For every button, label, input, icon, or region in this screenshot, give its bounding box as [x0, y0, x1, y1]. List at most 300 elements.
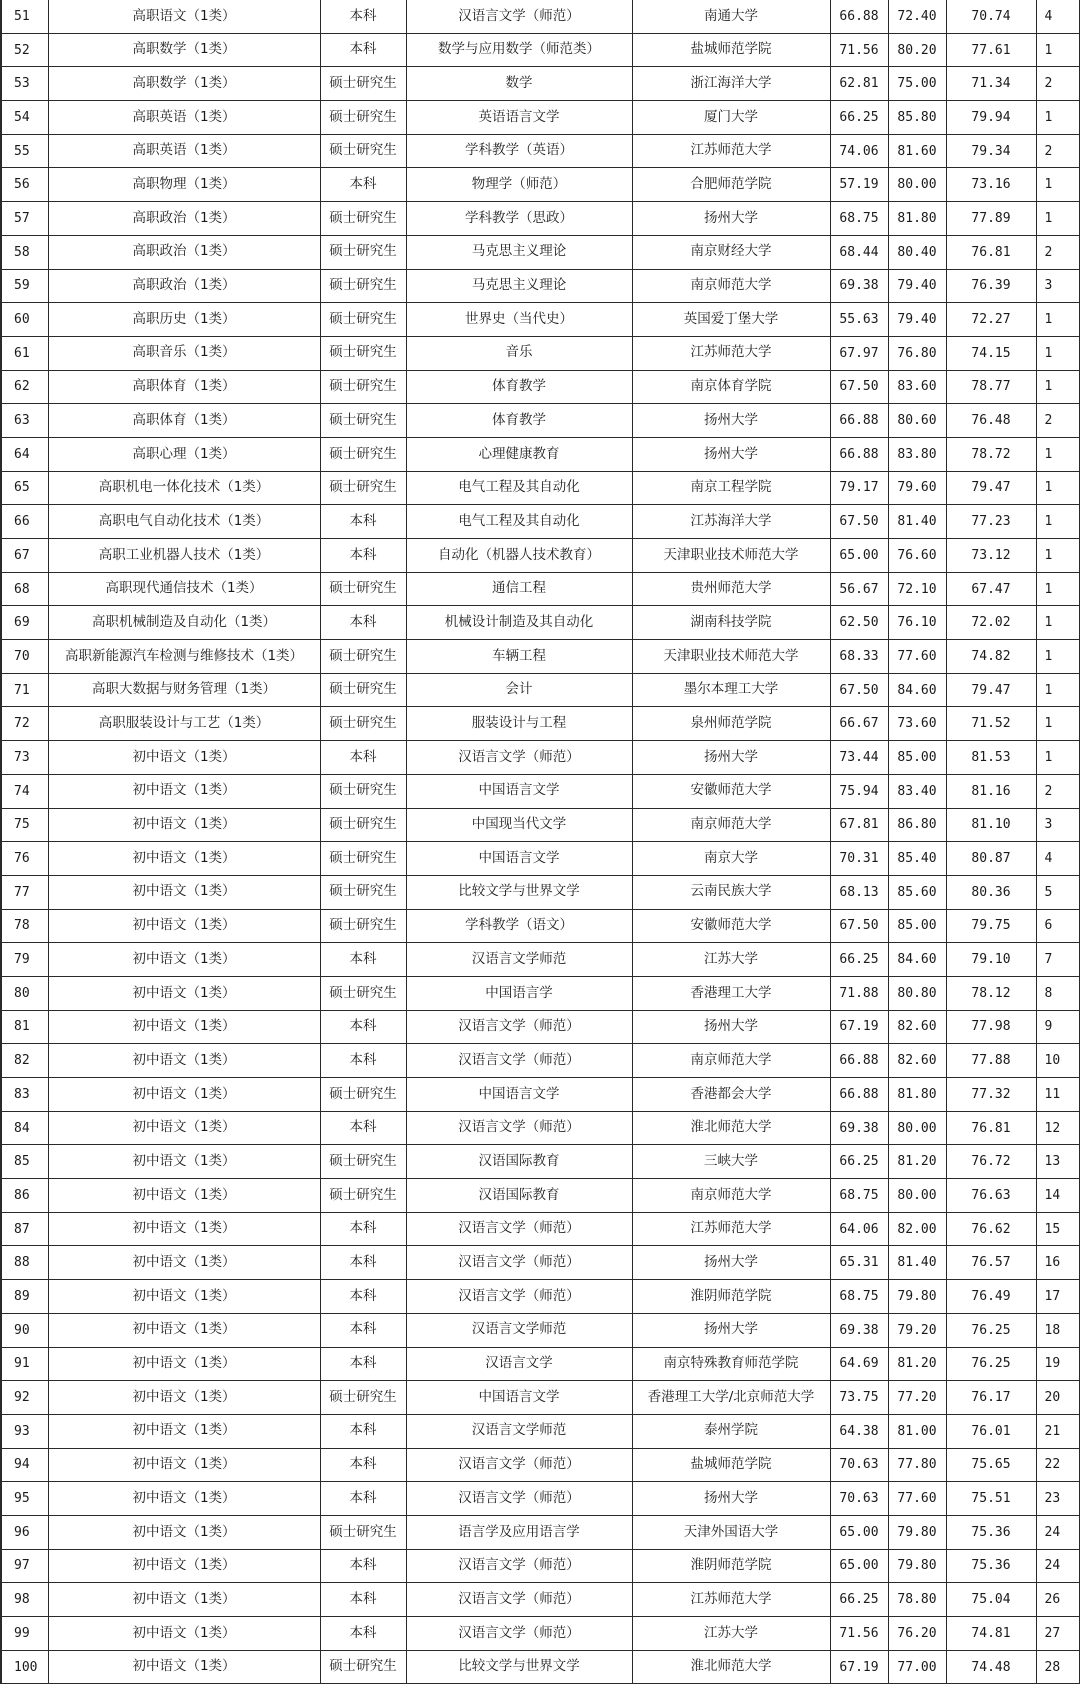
row-index-cell: 56	[1, 168, 48, 202]
major-cell: 汉语言文学（师范）	[406, 1583, 632, 1617]
major-cell: 汉语言文学（师范）	[406, 1617, 632, 1651]
graduate-school-cell: 英国爱丁堡大学	[632, 303, 830, 337]
graduate-school-cell: 南京师范大学	[632, 1179, 830, 1213]
total-score-cell: 81.16	[946, 774, 1036, 808]
position-name-cell: 高职数学（1类）	[48, 33, 320, 67]
major-cell: 马克思主义理论	[406, 269, 632, 303]
major-cell: 中国语言文学	[406, 842, 632, 876]
education-level-cell: 本科	[320, 1246, 406, 1280]
row-index-cell: 58	[1, 235, 48, 269]
total-score-cell: 70.74	[946, 0, 1036, 33]
rank-cell: 24	[1036, 1515, 1079, 1549]
written-score-cell: 67.50	[830, 370, 888, 404]
rank-cell: 4	[1036, 0, 1079, 33]
total-score-cell: 80.87	[946, 842, 1036, 876]
written-score-cell: 67.19	[830, 1650, 888, 1684]
table-row	[1, 572, 1079, 606]
position-name-cell: 初中语文（1类）	[48, 1313, 320, 1347]
total-score-cell: 77.61	[946, 33, 1036, 67]
education-level-cell: 本科	[320, 1280, 406, 1314]
graduate-school-cell: 淮阴师范学院	[632, 1280, 830, 1314]
major-cell: 语言学及应用语言学	[406, 1515, 632, 1549]
education-level-cell: 硕士研究生	[320, 303, 406, 337]
row-index-cell: 65	[1, 471, 48, 505]
education-level-cell: 本科	[320, 741, 406, 775]
total-score-cell: 74.82	[946, 640, 1036, 674]
education-level-cell: 硕士研究生	[320, 842, 406, 876]
table-row	[1, 1650, 1079, 1684]
written-score-cell: 67.50	[830, 673, 888, 707]
table-row	[1, 909, 1079, 943]
education-level-cell: 本科	[320, 1482, 406, 1516]
written-score-cell: 79.17	[830, 471, 888, 505]
education-level-cell: 硕士研究生	[320, 370, 406, 404]
written-score-cell: 69.38	[830, 269, 888, 303]
education-level-cell: 硕士研究生	[320, 572, 406, 606]
table-row	[1, 875, 1079, 909]
major-cell: 体育教学	[406, 370, 632, 404]
written-score-cell: 66.67	[830, 707, 888, 741]
interview-score-cell: 76.60	[888, 539, 946, 573]
major-cell: 音乐	[406, 336, 632, 370]
written-score-cell: 70.63	[830, 1448, 888, 1482]
position-name-cell: 高职政治（1类）	[48, 202, 320, 236]
interview-score-cell: 85.00	[888, 741, 946, 775]
graduate-school-cell: 南京大学	[632, 842, 830, 876]
education-level-cell: 本科	[320, 943, 406, 977]
rank-cell: 1	[1036, 370, 1079, 404]
total-score-cell: 73.12	[946, 539, 1036, 573]
interview-score-cell: 77.60	[888, 640, 946, 674]
position-name-cell: 高职物理（1类）	[48, 168, 320, 202]
rank-cell: 2	[1036, 67, 1079, 101]
position-name-cell: 初中语文（1类）	[48, 1010, 320, 1044]
graduate-school-cell: 扬州大学	[632, 741, 830, 775]
row-index-cell: 70	[1, 640, 48, 674]
major-cell: 中国现当代文学	[406, 808, 632, 842]
education-level-cell: 本科	[320, 1313, 406, 1347]
interview-score-cell: 81.80	[888, 1078, 946, 1112]
education-level-cell: 本科	[320, 1549, 406, 1583]
row-index-cell: 77	[1, 875, 48, 909]
major-cell: 中国语言学	[406, 976, 632, 1010]
interview-score-cell: 85.80	[888, 101, 946, 135]
rank-cell: 24	[1036, 1549, 1079, 1583]
written-score-cell: 64.06	[830, 1212, 888, 1246]
interview-score-cell: 80.60	[888, 404, 946, 438]
rank-cell: 20	[1036, 1381, 1079, 1415]
graduate-school-cell: 江苏师范大学	[632, 134, 830, 168]
rank-cell: 3	[1036, 269, 1079, 303]
table-row	[1, 640, 1079, 674]
interview-score-cell: 79.20	[888, 1313, 946, 1347]
graduate-school-cell: 扬州大学	[632, 1010, 830, 1044]
interview-score-cell: 83.60	[888, 370, 946, 404]
graduate-school-cell: 江苏师范大学	[632, 1583, 830, 1617]
total-score-cell: 76.72	[946, 1145, 1036, 1179]
major-cell: 汉语言文学（师范）	[406, 1111, 632, 1145]
education-level-cell: 硕士研究生	[320, 1515, 406, 1549]
total-score-cell: 79.47	[946, 673, 1036, 707]
graduate-school-cell: 扬州大学	[632, 1313, 830, 1347]
interview-score-cell: 79.80	[888, 1549, 946, 1583]
graduate-school-cell: 江苏海洋大学	[632, 505, 830, 539]
total-score-cell: 72.27	[946, 303, 1036, 337]
major-cell: 自动化（机器人技术教育）	[406, 539, 632, 573]
interview-score-cell: 76.80	[888, 336, 946, 370]
position-name-cell: 高职历史（1类）	[48, 303, 320, 337]
row-index-cell: 55	[1, 134, 48, 168]
total-score-cell: 73.16	[946, 168, 1036, 202]
interview-score-cell: 85.00	[888, 909, 946, 943]
table-row	[1, 1448, 1079, 1482]
table-row	[1, 303, 1079, 337]
graduate-school-cell: 南京师范大学	[632, 1044, 830, 1078]
interview-score-cell: 85.40	[888, 842, 946, 876]
total-score-cell: 79.75	[946, 909, 1036, 943]
row-index-cell: 73	[1, 741, 48, 775]
education-level-cell: 硕士研究生	[320, 673, 406, 707]
major-cell: 汉语言文学（师范）	[406, 1549, 632, 1583]
education-level-cell: 硕士研究生	[320, 1145, 406, 1179]
written-score-cell: 66.88	[830, 404, 888, 438]
row-index-cell: 96	[1, 1515, 48, 1549]
rank-cell: 6	[1036, 909, 1079, 943]
interview-score-cell: 76.10	[888, 606, 946, 640]
rank-cell: 26	[1036, 1583, 1079, 1617]
total-score-cell: 67.47	[946, 572, 1036, 606]
rank-cell: 4	[1036, 842, 1079, 876]
interview-score-cell: 84.60	[888, 943, 946, 977]
education-level-cell: 本科	[320, 1617, 406, 1651]
position-name-cell: 初中语文（1类）	[48, 1044, 320, 1078]
table-row	[1, 943, 1079, 977]
row-index-cell: 97	[1, 1549, 48, 1583]
rank-cell: 15	[1036, 1212, 1079, 1246]
rank-cell: 19	[1036, 1347, 1079, 1381]
row-index-cell: 100	[1, 1650, 48, 1684]
rank-cell: 1	[1036, 437, 1079, 471]
education-level-cell: 硕士研究生	[320, 101, 406, 135]
interview-score-cell: 82.60	[888, 1044, 946, 1078]
total-score-cell: 76.57	[946, 1246, 1036, 1280]
table-row	[1, 707, 1079, 741]
education-level-cell: 硕士研究生	[320, 336, 406, 370]
total-score-cell: 77.98	[946, 1010, 1036, 1044]
written-score-cell: 64.38	[830, 1414, 888, 1448]
row-index-cell: 86	[1, 1179, 48, 1213]
row-index-cell: 78	[1, 909, 48, 943]
position-name-cell: 高职工业机器人技术（1类）	[48, 539, 320, 573]
rank-cell: 1	[1036, 33, 1079, 67]
total-score-cell: 81.10	[946, 808, 1036, 842]
interview-score-cell: 82.60	[888, 1010, 946, 1044]
interview-score-cell: 84.60	[888, 673, 946, 707]
graduate-school-cell: 江苏师范大学	[632, 336, 830, 370]
row-index-cell: 72	[1, 707, 48, 741]
major-cell: 汉语国际教育	[406, 1145, 632, 1179]
row-index-cell: 81	[1, 1010, 48, 1044]
major-cell: 汉语言文学师范	[406, 1313, 632, 1347]
row-index-cell: 80	[1, 976, 48, 1010]
total-score-cell: 77.23	[946, 505, 1036, 539]
education-level-cell: 硕士研究生	[320, 707, 406, 741]
position-name-cell: 高职机电一体化技术（1类）	[48, 471, 320, 505]
interview-score-cell: 72.40	[888, 0, 946, 33]
interview-score-cell: 79.40	[888, 269, 946, 303]
total-score-cell: 77.89	[946, 202, 1036, 236]
rank-cell: 28	[1036, 1650, 1079, 1684]
education-level-cell: 本科	[320, 1414, 406, 1448]
total-score-cell: 78.72	[946, 437, 1036, 471]
graduate-school-cell: 墨尔本理工大学	[632, 673, 830, 707]
table-row	[1, 1179, 1079, 1213]
total-score-cell: 76.25	[946, 1313, 1036, 1347]
interview-score-cell: 80.40	[888, 235, 946, 269]
major-cell: 学科教学（语文）	[406, 909, 632, 943]
table-row	[1, 976, 1079, 1010]
rank-cell: 23	[1036, 1482, 1079, 1516]
education-level-cell: 硕士研究生	[320, 404, 406, 438]
rank-cell: 2	[1036, 774, 1079, 808]
total-score-cell: 77.88	[946, 1044, 1036, 1078]
graduate-school-cell: 扬州大学	[632, 404, 830, 438]
row-index-cell: 99	[1, 1617, 48, 1651]
major-cell: 汉语言文学（师范）	[406, 1044, 632, 1078]
row-index-cell: 95	[1, 1482, 48, 1516]
position-name-cell: 初中语文（1类）	[48, 1482, 320, 1516]
row-index-cell: 83	[1, 1078, 48, 1112]
row-index-cell: 68	[1, 572, 48, 606]
row-index-cell: 54	[1, 101, 48, 135]
interview-score-cell: 77.60	[888, 1482, 946, 1516]
rank-cell: 22	[1036, 1448, 1079, 1482]
education-level-cell: 硕士研究生	[320, 976, 406, 1010]
row-index-cell: 91	[1, 1347, 48, 1381]
written-score-cell: 64.69	[830, 1347, 888, 1381]
interview-score-cell: 80.00	[888, 1111, 946, 1145]
position-name-cell: 初中语文（1类）	[48, 1414, 320, 1448]
position-name-cell: 高职音乐（1类）	[48, 336, 320, 370]
interview-score-cell: 79.80	[888, 1280, 946, 1314]
position-name-cell: 初中语文（1类）	[48, 1549, 320, 1583]
row-index-cell: 92	[1, 1381, 48, 1415]
written-score-cell: 66.88	[830, 437, 888, 471]
written-score-cell: 68.75	[830, 1179, 888, 1213]
interview-score-cell: 72.10	[888, 572, 946, 606]
position-name-cell: 高职政治（1类）	[48, 269, 320, 303]
total-score-cell: 74.15	[946, 336, 1036, 370]
written-score-cell: 71.88	[830, 976, 888, 1010]
major-cell: 心理健康教育	[406, 437, 632, 471]
graduate-school-cell: 安徽师范大学	[632, 774, 830, 808]
education-level-cell: 本科	[320, 1448, 406, 1482]
interview-score-cell: 79.40	[888, 303, 946, 337]
rank-cell: 14	[1036, 1179, 1079, 1213]
table-row	[1, 808, 1079, 842]
total-score-cell: 78.77	[946, 370, 1036, 404]
interview-score-cell: 81.40	[888, 505, 946, 539]
written-score-cell: 62.50	[830, 606, 888, 640]
interview-score-cell: 77.00	[888, 1650, 946, 1684]
written-score-cell: 65.00	[830, 1549, 888, 1583]
graduate-school-cell: 云南民族大学	[632, 875, 830, 909]
table-row	[1, 370, 1079, 404]
row-index-cell: 89	[1, 1280, 48, 1314]
position-name-cell: 初中语文（1类）	[48, 1347, 320, 1381]
graduate-school-cell: 淮阴师范学院	[632, 1549, 830, 1583]
position-name-cell: 高职电气自动化技术（1类）	[48, 505, 320, 539]
major-cell: 汉语言文学（师范）	[406, 741, 632, 775]
written-score-cell: 69.38	[830, 1313, 888, 1347]
education-level-cell: 本科	[320, 33, 406, 67]
rank-cell: 18	[1036, 1313, 1079, 1347]
row-index-cell: 59	[1, 269, 48, 303]
position-name-cell: 初中语文（1类）	[48, 1448, 320, 1482]
written-score-cell: 66.88	[830, 0, 888, 33]
interview-score-cell: 80.00	[888, 1179, 946, 1213]
position-name-cell: 初中语文（1类）	[48, 842, 320, 876]
table-row	[1, 1078, 1079, 1112]
row-index-cell: 63	[1, 404, 48, 438]
total-score-cell: 76.81	[946, 235, 1036, 269]
table-row	[1, 1381, 1079, 1415]
written-score-cell: 75.94	[830, 774, 888, 808]
row-index-cell: 57	[1, 202, 48, 236]
total-score-cell: 74.48	[946, 1650, 1036, 1684]
table-row	[1, 471, 1079, 505]
table-row	[1, 1044, 1079, 1078]
written-score-cell: 67.81	[830, 808, 888, 842]
total-score-cell: 75.51	[946, 1482, 1036, 1516]
table-row	[1, 1212, 1079, 1246]
position-name-cell: 初中语文（1类）	[48, 1583, 320, 1617]
position-name-cell: 高职政治（1类）	[48, 235, 320, 269]
table-row	[1, 1617, 1079, 1651]
total-score-cell: 76.01	[946, 1414, 1036, 1448]
education-level-cell: 本科	[320, 1347, 406, 1381]
graduate-school-cell: 南京师范大学	[632, 269, 830, 303]
written-score-cell: 74.06	[830, 134, 888, 168]
graduate-school-cell: 厦门大学	[632, 101, 830, 135]
total-score-cell: 80.36	[946, 875, 1036, 909]
total-score-cell: 79.34	[946, 134, 1036, 168]
rank-cell: 1	[1036, 673, 1079, 707]
education-level-cell: 本科	[320, 0, 406, 33]
position-name-cell: 高职服装设计与工艺（1类）	[48, 707, 320, 741]
interview-score-cell: 81.20	[888, 1347, 946, 1381]
written-score-cell: 73.75	[830, 1381, 888, 1415]
position-name-cell: 初中语文（1类）	[48, 1078, 320, 1112]
major-cell: 电气工程及其自动化	[406, 471, 632, 505]
table-row	[1, 774, 1079, 808]
rank-cell: 1	[1036, 303, 1079, 337]
education-level-cell: 硕士研究生	[320, 471, 406, 505]
position-name-cell: 初中语文（1类）	[48, 1179, 320, 1213]
graduate-school-cell: 安徽师范大学	[632, 909, 830, 943]
table-row	[1, 404, 1079, 438]
position-name-cell: 初中语文（1类）	[48, 1650, 320, 1684]
education-level-cell: 本科	[320, 1111, 406, 1145]
graduate-school-cell: 湖南科技学院	[632, 606, 830, 640]
education-level-cell: 硕士研究生	[320, 1650, 406, 1684]
interview-score-cell: 79.80	[888, 1515, 946, 1549]
interview-score-cell: 80.20	[888, 33, 946, 67]
table-row	[1, 1313, 1079, 1347]
written-score-cell: 65.00	[830, 1515, 888, 1549]
rank-cell: 8	[1036, 976, 1079, 1010]
row-index-cell: 71	[1, 673, 48, 707]
major-cell: 中国语言文学	[406, 1078, 632, 1112]
graduate-school-cell: 扬州大学	[632, 437, 830, 471]
written-score-cell: 65.31	[830, 1246, 888, 1280]
row-index-cell: 94	[1, 1448, 48, 1482]
table-row	[1, 235, 1079, 269]
interview-score-cell: 81.00	[888, 1414, 946, 1448]
total-score-cell: 78.12	[946, 976, 1036, 1010]
position-name-cell: 初中语文（1类）	[48, 741, 320, 775]
interview-score-cell: 77.80	[888, 1448, 946, 1482]
row-index-cell: 88	[1, 1246, 48, 1280]
major-cell: 汉语言文学（师范）	[406, 1212, 632, 1246]
major-cell: 英语语言文学	[406, 101, 632, 135]
graduate-school-cell: 泉州师范学院	[632, 707, 830, 741]
education-level-cell: 本科	[320, 168, 406, 202]
written-score-cell: 66.25	[830, 101, 888, 135]
written-score-cell: 66.25	[830, 1145, 888, 1179]
major-cell: 学科教学（英语）	[406, 134, 632, 168]
row-index-cell: 64	[1, 437, 48, 471]
row-index-cell: 67	[1, 539, 48, 573]
major-cell: 学科教学（思政）	[406, 202, 632, 236]
table-row	[1, 741, 1079, 775]
table-row	[1, 134, 1079, 168]
total-score-cell: 81.53	[946, 741, 1036, 775]
rank-cell: 5	[1036, 875, 1079, 909]
rank-cell: 10	[1036, 1044, 1079, 1078]
graduate-school-cell: 盐城师范学院	[632, 1448, 830, 1482]
total-score-cell: 76.81	[946, 1111, 1036, 1145]
table-row	[1, 269, 1079, 303]
table-row	[1, 101, 1079, 135]
table-row	[1, 1246, 1079, 1280]
graduate-school-cell: 南通大学	[632, 0, 830, 33]
row-index-cell: 79	[1, 943, 48, 977]
position-name-cell: 初中语文（1类）	[48, 909, 320, 943]
row-index-cell: 53	[1, 67, 48, 101]
table-row	[1, 1515, 1079, 1549]
row-index-cell: 66	[1, 505, 48, 539]
education-level-cell: 硕士研究生	[320, 67, 406, 101]
rank-cell: 7	[1036, 943, 1079, 977]
rank-cell: 1	[1036, 572, 1079, 606]
written-score-cell: 57.19	[830, 168, 888, 202]
rank-cell: 1	[1036, 707, 1079, 741]
row-index-cell: 74	[1, 774, 48, 808]
graduate-school-cell: 三峡大学	[632, 1145, 830, 1179]
interview-score-cell: 76.20	[888, 1617, 946, 1651]
total-score-cell: 79.94	[946, 101, 1036, 135]
written-score-cell: 66.25	[830, 1583, 888, 1617]
written-score-cell: 67.50	[830, 909, 888, 943]
major-cell: 服装设计与工程	[406, 707, 632, 741]
graduate-school-cell: 扬州大学	[632, 1246, 830, 1280]
rank-cell: 16	[1036, 1246, 1079, 1280]
education-level-cell: 本科	[320, 539, 406, 573]
major-cell: 通信工程	[406, 572, 632, 606]
rank-cell: 2	[1036, 404, 1079, 438]
graduate-school-cell: 天津外国语大学	[632, 1515, 830, 1549]
